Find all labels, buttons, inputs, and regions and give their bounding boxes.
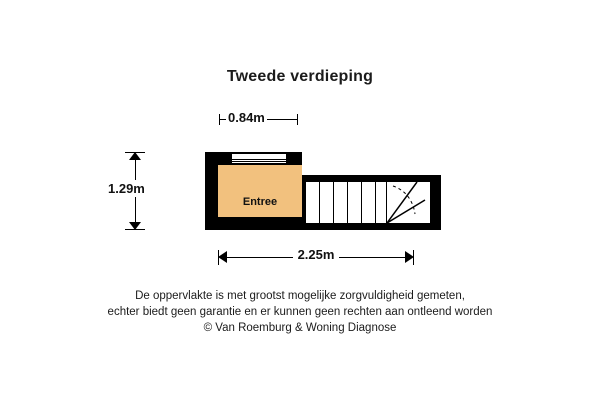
dimension-left-label: 1.29m — [108, 181, 145, 196]
disclaimer — [0, 288, 600, 336]
dimension-top — [216, 110, 302, 130]
disclaimer-copyright: © Van Roemburg & Woning Diagnose — [203, 322, 397, 334]
stair-tread — [375, 182, 376, 223]
stair-tread — [347, 182, 348, 223]
dimension-cap-left — [219, 114, 220, 125]
staircase-treads — [305, 182, 387, 223]
stair-tread — [333, 182, 334, 223]
room-entree-fill — [218, 165, 302, 217]
dimension-arrow-down-icon — [129, 222, 141, 230]
window-glazing-line — [232, 159, 286, 162]
room-label-entree: Entree — [242, 196, 278, 208]
dimension-bottom-label: 2.25m — [293, 247, 340, 262]
dimension-left — [108, 152, 188, 230]
dimension-bottom — [218, 247, 414, 269]
winder-lines-icon — [387, 182, 430, 223]
dimension-top-label: 0.84m — [228, 110, 265, 125]
staircase-winder — [387, 182, 430, 223]
stair-tread — [361, 182, 362, 223]
disclaimer-line-1: De oppervlakte is met grootst mogelijke zorgvuldigheid gemeten, — [135, 290, 465, 302]
window-symbol — [232, 152, 286, 165]
dimension-bottom-label-wrap — [218, 247, 414, 262]
stair-tread — [319, 182, 320, 223]
dimension-arrow-up-icon — [129, 152, 141, 160]
dimension-cap-right — [297, 114, 298, 125]
page-title: Tweede verdieping — [226, 68, 374, 85]
stair-tread — [305, 182, 306, 223]
disclaimer-line-2: echter biedt geen garantie en er kunnen geen rechten aan ontleend worden — [107, 306, 493, 318]
